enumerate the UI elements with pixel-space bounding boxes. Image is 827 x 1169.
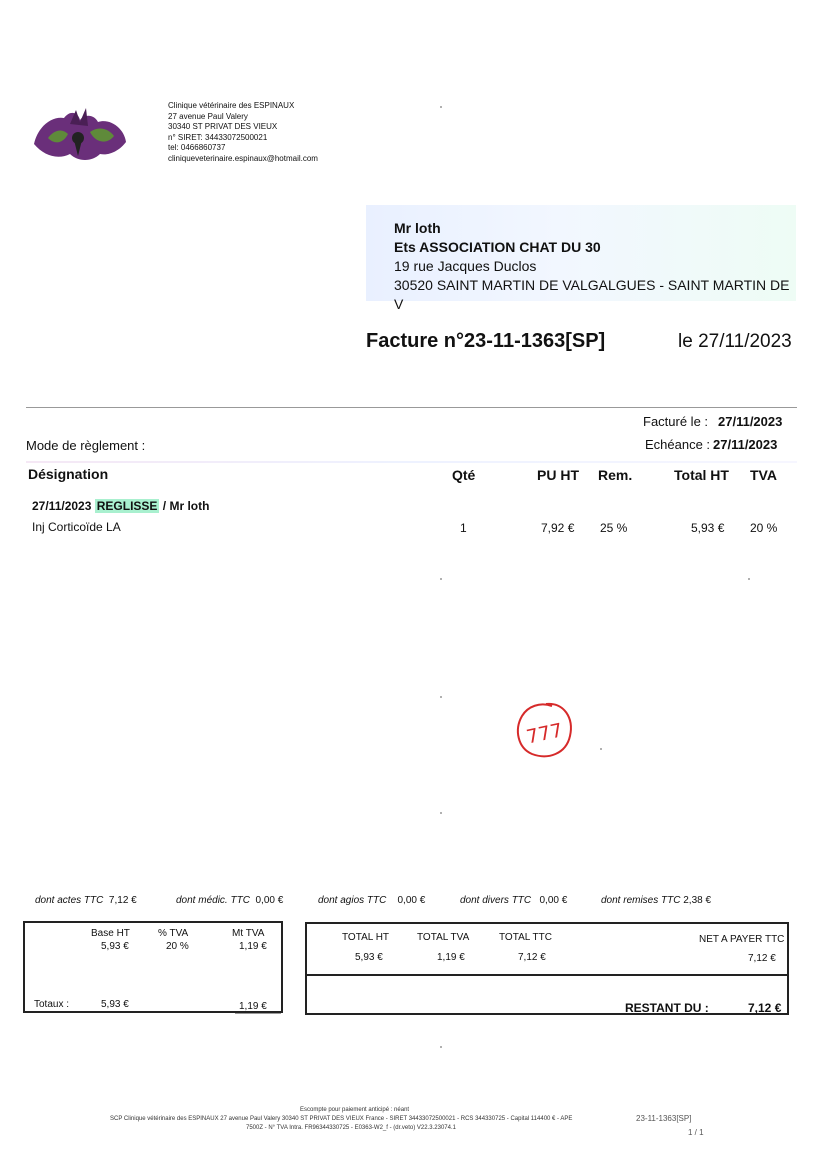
clinic-city: 30340 ST PRIVAT DES VIEUX <box>168 122 278 131</box>
invoice-date: le 27/11/2023 <box>678 331 792 352</box>
total-tva-value: 1,19 € <box>437 952 465 963</box>
scan-speck <box>440 578 442 580</box>
footer-ref: 23-11-1363[SP] <box>636 1114 692 1123</box>
breakdown-actes: dont actes TTC 7,12 € <box>35 895 137 906</box>
row-tva: 20 % <box>750 521 778 535</box>
col-designation: Désignation <box>28 466 109 482</box>
col-total: Total HT <box>674 467 729 483</box>
breakdown-medic: dont médic. TTC 0,00 € <box>176 895 284 906</box>
footer-line1: SCP Clinique vétérinaire des ESPINAUX 27 avenue Paul Valery 30340 ST PRIVAT DES VIEUX France - SIRET 34433072500021 - RCS 344330725 - Capital 114400 € - APE <box>110 1116 573 1122</box>
clinic-info <box>168 101 388 164</box>
invoice-title: Facture n°23-11-1363[SP] <box>366 330 606 352</box>
scan-speck <box>440 1046 442 1048</box>
recipient-block <box>366 205 796 312</box>
scan-speck <box>748 578 750 580</box>
clinic-logo <box>30 104 130 166</box>
divider <box>26 407 797 408</box>
scan-speck <box>600 748 602 750</box>
vat-base-header: Base HT <box>91 928 130 939</box>
scan-speck <box>440 696 442 698</box>
handwritten-stamp <box>512 700 576 762</box>
recipient-name: Mr loth <box>394 220 441 236</box>
billed-label: Facturé le : <box>643 414 709 429</box>
row-total: 5,93 € <box>691 521 725 535</box>
restant-value: 7,12 € <box>748 1001 782 1015</box>
vat-summary-box <box>23 921 283 1013</box>
total-ht-value: 5,93 € <box>355 952 383 963</box>
stamp-text: 777 <box>524 719 565 749</box>
col-tva: TVA <box>750 467 777 483</box>
group-owner: / Mr loth <box>162 499 210 513</box>
clinic-name: Clinique vétérinaire des ESPINAUX <box>168 101 295 110</box>
vat-totals-base: 5,93 € <box>101 999 129 1010</box>
breakdown-divers: dont divers TTC 0,00 € <box>460 895 568 906</box>
col-rem: Rem. <box>598 467 633 483</box>
vat-totals-mt: 1,19 € <box>239 1001 267 1012</box>
table-header-line <box>26 461 797 463</box>
clinic-street: 27 avenue Paul Valery <box>168 111 248 121</box>
due-date: 27/11/2023 <box>713 437 778 452</box>
vat-mt-header: Mt TVA <box>232 928 265 939</box>
restant-label: RESTANT DU : <box>625 1001 709 1015</box>
due-label: Echéance : <box>645 437 711 452</box>
total-ttc-label: TOTAL TTC <box>499 932 552 943</box>
scan-speck <box>440 812 442 814</box>
col-pu: PU HT <box>537 467 579 483</box>
breakdown-remises: dont remises TTC 2,38 € <box>601 895 712 906</box>
recipient-org: Ets ASSOCIATION CHAT DU 30 <box>394 239 601 255</box>
total-ht-label: TOTAL HT <box>342 932 390 943</box>
vat-mt-value: 1,19 € <box>239 941 267 952</box>
footer-line2: 7500Z - N° TVA Intra. FR96344330725 - E0363-W2_f - (dr.veto) V22.3.23074.1 <box>246 1125 456 1131</box>
net-value: 7,12 € <box>748 953 776 964</box>
scan-speck <box>440 106 442 108</box>
row-pu: 7,92 € <box>541 521 575 535</box>
group-date: 27/11/2023 <box>32 499 92 513</box>
breakdown-agios: dont agios TTC 0,00 € <box>318 895 426 906</box>
vat-base-value: 5,93 € <box>101 941 129 952</box>
clinic-email: cliniqueveterinaire.espinaux@hotmail.com <box>168 153 318 163</box>
total-ttc-value: 7,12 € <box>518 952 546 963</box>
total-tva-label: TOTAL TVA <box>417 932 470 943</box>
payment-mode-label: Mode de règlement : <box>26 438 146 453</box>
vat-totals-label: Totaux : <box>34 999 70 1010</box>
col-qty: Qté <box>452 467 476 483</box>
recipient-street: 19 rue Jacques Duclos <box>394 258 537 274</box>
page-number: 1 / 1 <box>688 1128 704 1137</box>
vat-pct-header: % TVA <box>158 928 189 939</box>
totals-box <box>305 922 789 1015</box>
row-qty: 1 <box>460 521 467 535</box>
net-label: NET A PAYER TTC <box>699 934 785 945</box>
group-header <box>32 499 209 513</box>
patient-name: REGLISSE <box>96 499 158 513</box>
clinic-siret: n° SIRET: 34433072500021 <box>168 132 268 142</box>
billed-date: 27/11/2023 <box>718 414 783 429</box>
vat-pct-value: 20 % <box>166 941 189 952</box>
recipient-city: 30520 SAINT MARTIN DE VALGALGUES - SAINT MARTIN DE V <box>394 277 790 312</box>
row-rem: 25 % <box>600 521 628 535</box>
row-designation: Inj Corticoïde LA <box>32 520 121 534</box>
footer-escompte: Escompte pour paiement anticipé : néant <box>300 1107 410 1113</box>
clinic-tel: tel: 0466860737 <box>168 143 226 152</box>
